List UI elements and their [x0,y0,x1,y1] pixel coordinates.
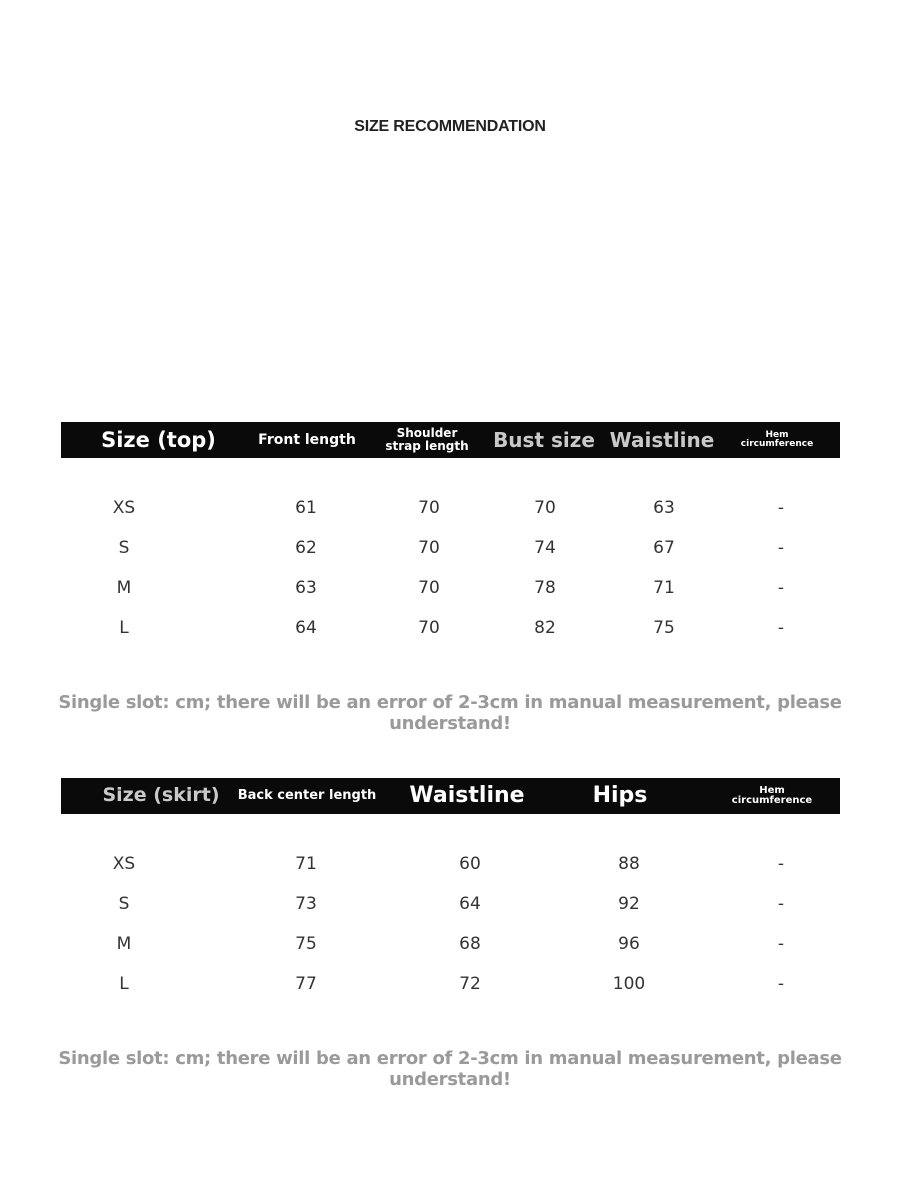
cell-hem-circumference: - [777,498,785,518]
skirt-table-header [61,778,840,814]
cell-size: L [119,618,129,638]
header-back-center-length: Back center length [237,788,377,804]
cell-shoulder-strap-length: 70 [418,618,440,638]
cell-bust-size: 74 [534,538,556,558]
header-front-length: Front length [258,431,356,448]
cell-front-length: 63 [295,578,317,598]
cell-front-length: 64 [295,618,317,638]
cell-back-center-length: 75 [295,934,317,954]
cell-waistline: 67 [653,538,675,558]
cell-waistline: 60 [459,854,481,874]
page-title: SIZE RECOMMENDATION [354,118,546,135]
cell-waistline: 64 [459,894,481,914]
cell-hem-circumference: - [777,934,785,954]
cell-bust-size: 70 [534,498,556,518]
cell-hips: 92 [618,894,640,914]
header-shoulder-strap-length: Shoulder strap length [385,426,469,453]
header-hem-circumference: Hem circumference [731,784,813,806]
cell-waistline: 71 [653,578,675,598]
cell-size: XS [112,854,136,874]
cell-hem-circumference: - [777,538,785,558]
cell-hem-circumference: - [777,854,785,874]
header-hips: Hips [592,783,648,809]
measurement-note-top: Single slot: cm; there will be an error of 2-3cm in manual measurement, please understand! [58,692,842,734]
cell-back-center-length: 71 [295,854,317,874]
cell-shoulder-strap-length: 70 [418,538,440,558]
cell-hips: 96 [618,934,640,954]
cell-hem-circumference: - [777,894,785,914]
cell-front-length: 61 [295,498,317,518]
cell-waistline: 63 [653,498,675,518]
header-size-top: Size (top) [101,427,216,452]
top-table-header [61,422,840,458]
cell-size: S [118,538,130,558]
cell-bust-size: 82 [534,618,556,638]
cell-size: M [116,934,132,954]
header-waistline: Waistline [609,427,715,452]
cell-hem-circumference: - [777,578,785,598]
cell-size: S [118,894,130,914]
header-waistline: Waistline [409,783,525,809]
cell-waistline: 75 [653,618,675,638]
cell-hem-circumference: - [777,974,785,994]
cell-bust-size: 78 [534,578,556,598]
header-bust-size: Bust size [493,427,595,452]
cell-back-center-length: 73 [295,894,317,914]
cell-front-length: 62 [295,538,317,558]
cell-size: M [116,578,132,598]
cell-back-center-length: 77 [295,974,317,994]
cell-waistline: 68 [459,934,481,954]
header-size-skirt: Size (skirt) [102,784,220,807]
cell-shoulder-strap-length: 70 [418,498,440,518]
cell-hips: 100 [612,974,646,994]
cell-shoulder-strap-length: 70 [418,578,440,598]
cell-size: L [119,974,129,994]
cell-waistline: 72 [459,974,481,994]
cell-hem-circumference: - [777,618,785,638]
cell-hips: 88 [618,854,640,874]
cell-size: XS [112,498,136,518]
header-hem-circumference: Hem circumference [740,429,814,449]
measurement-note-bottom: Single slot: cm; there will be an error of 2-3cm in manual measurement, please understand! [58,1048,842,1090]
